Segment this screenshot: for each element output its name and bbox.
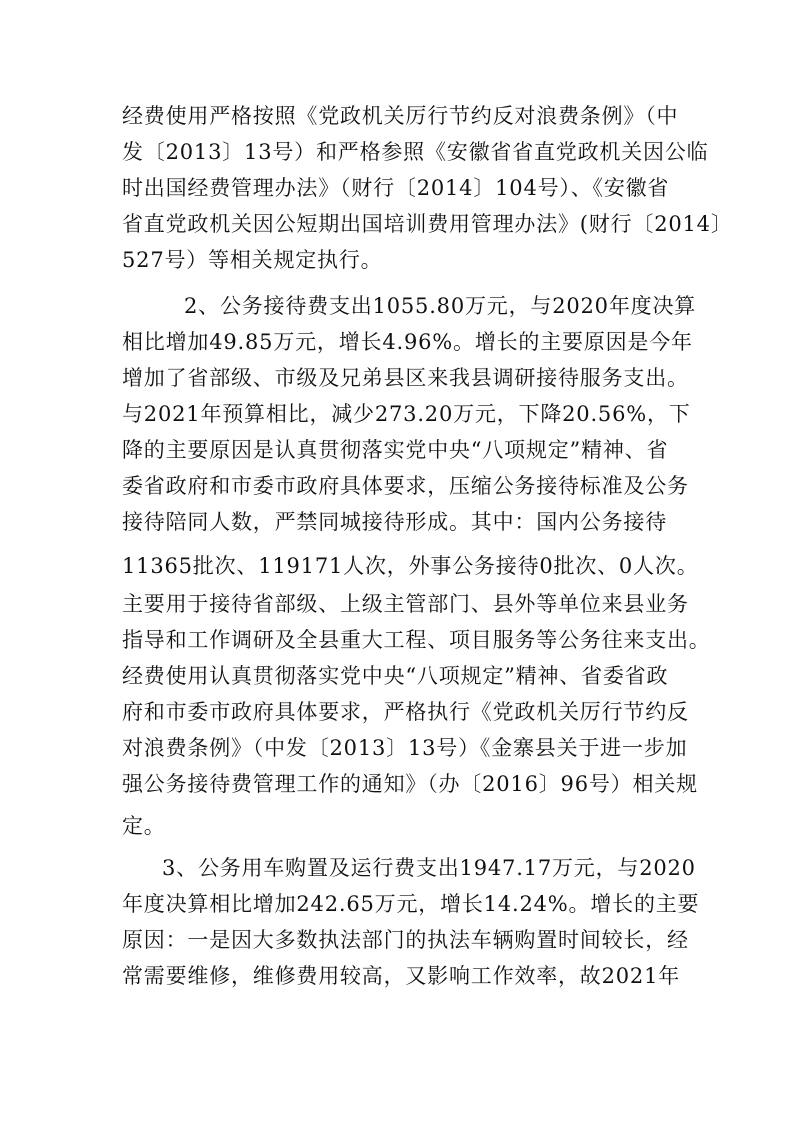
text-line: 3、公务用车购置及运行费支出1947.17万元，与2020	[162, 856, 696, 880]
text-line: 11365批次、119171人次，外事公务接待0批次、0人次。	[122, 554, 699, 578]
text-line: 省直党政机关因公短期出国培训费用管理办法》(财行〔2014〕	[122, 212, 733, 236]
text-line: 指导和工作调研及全县重大工程、项目服务等公务往来支出。	[122, 628, 711, 652]
text-line: 2、公务接待费支出1055.80万元，与2020年度决算	[184, 294, 697, 318]
text-line: 时出国经费管理办法》（财行〔2014〕104号）、《安徽省	[122, 176, 670, 200]
text-line: 年度决算相比增加242.65万元，增长14.24%。增长的主要	[122, 892, 700, 916]
text-line: 发〔2013〕13号）和严格参照《安徽省省直党政机关因公临	[122, 140, 709, 164]
text-line: 527号）等相关规定执行。	[122, 248, 383, 272]
text-line: 经费使用严格按照《党政机关厉行节约反对浪费条例》（中	[122, 104, 679, 128]
text-line: 强公务接待费管理工作的通知》（办〔2016〕96号）相关规	[122, 772, 698, 796]
text-line: 与2021年预算相比，减少273.20万元，下降20.56%，下	[122, 402, 691, 426]
text-line: 原因：一是因大多数执法部门的执法车辆购置时间较长，经	[122, 928, 689, 952]
text-line: 增加了省部级、市级及兄弟县区来我县调研接待服务支出。	[122, 366, 689, 390]
text-line: 降的主要原因是认真贯彻落实党中央“八项规定”精神、省	[122, 438, 669, 462]
text-line: 府和市委市政府具体要求，严格执行《党政机关厉行节约反	[122, 700, 689, 724]
text-line: 常需要维修，维修费用较高，又影响工作效率，故2021年	[122, 964, 681, 988]
text-line: 对浪费条例》（中发〔2013〕13号）《金寨县关于进一步加	[122, 736, 688, 760]
text-line: 委省政府和市委市政府具体要求，压缩公务接待标准及公务	[122, 474, 689, 498]
text-line: 接待陪同人数，严禁同城接待形成。其中：国内公务接待	[122, 510, 667, 534]
text-line: 主要用于接待省部级、上级主管部门、县外等单位来县业务	[122, 592, 689, 616]
text-line: 定。	[122, 814, 166, 838]
text-line: 相比增加49.85万元，增长4.96%。增长的主要原因是今年	[122, 330, 693, 354]
text-line: 经费使用认真贯彻落实党中央“八项规定”精神、省委省政	[122, 664, 669, 688]
